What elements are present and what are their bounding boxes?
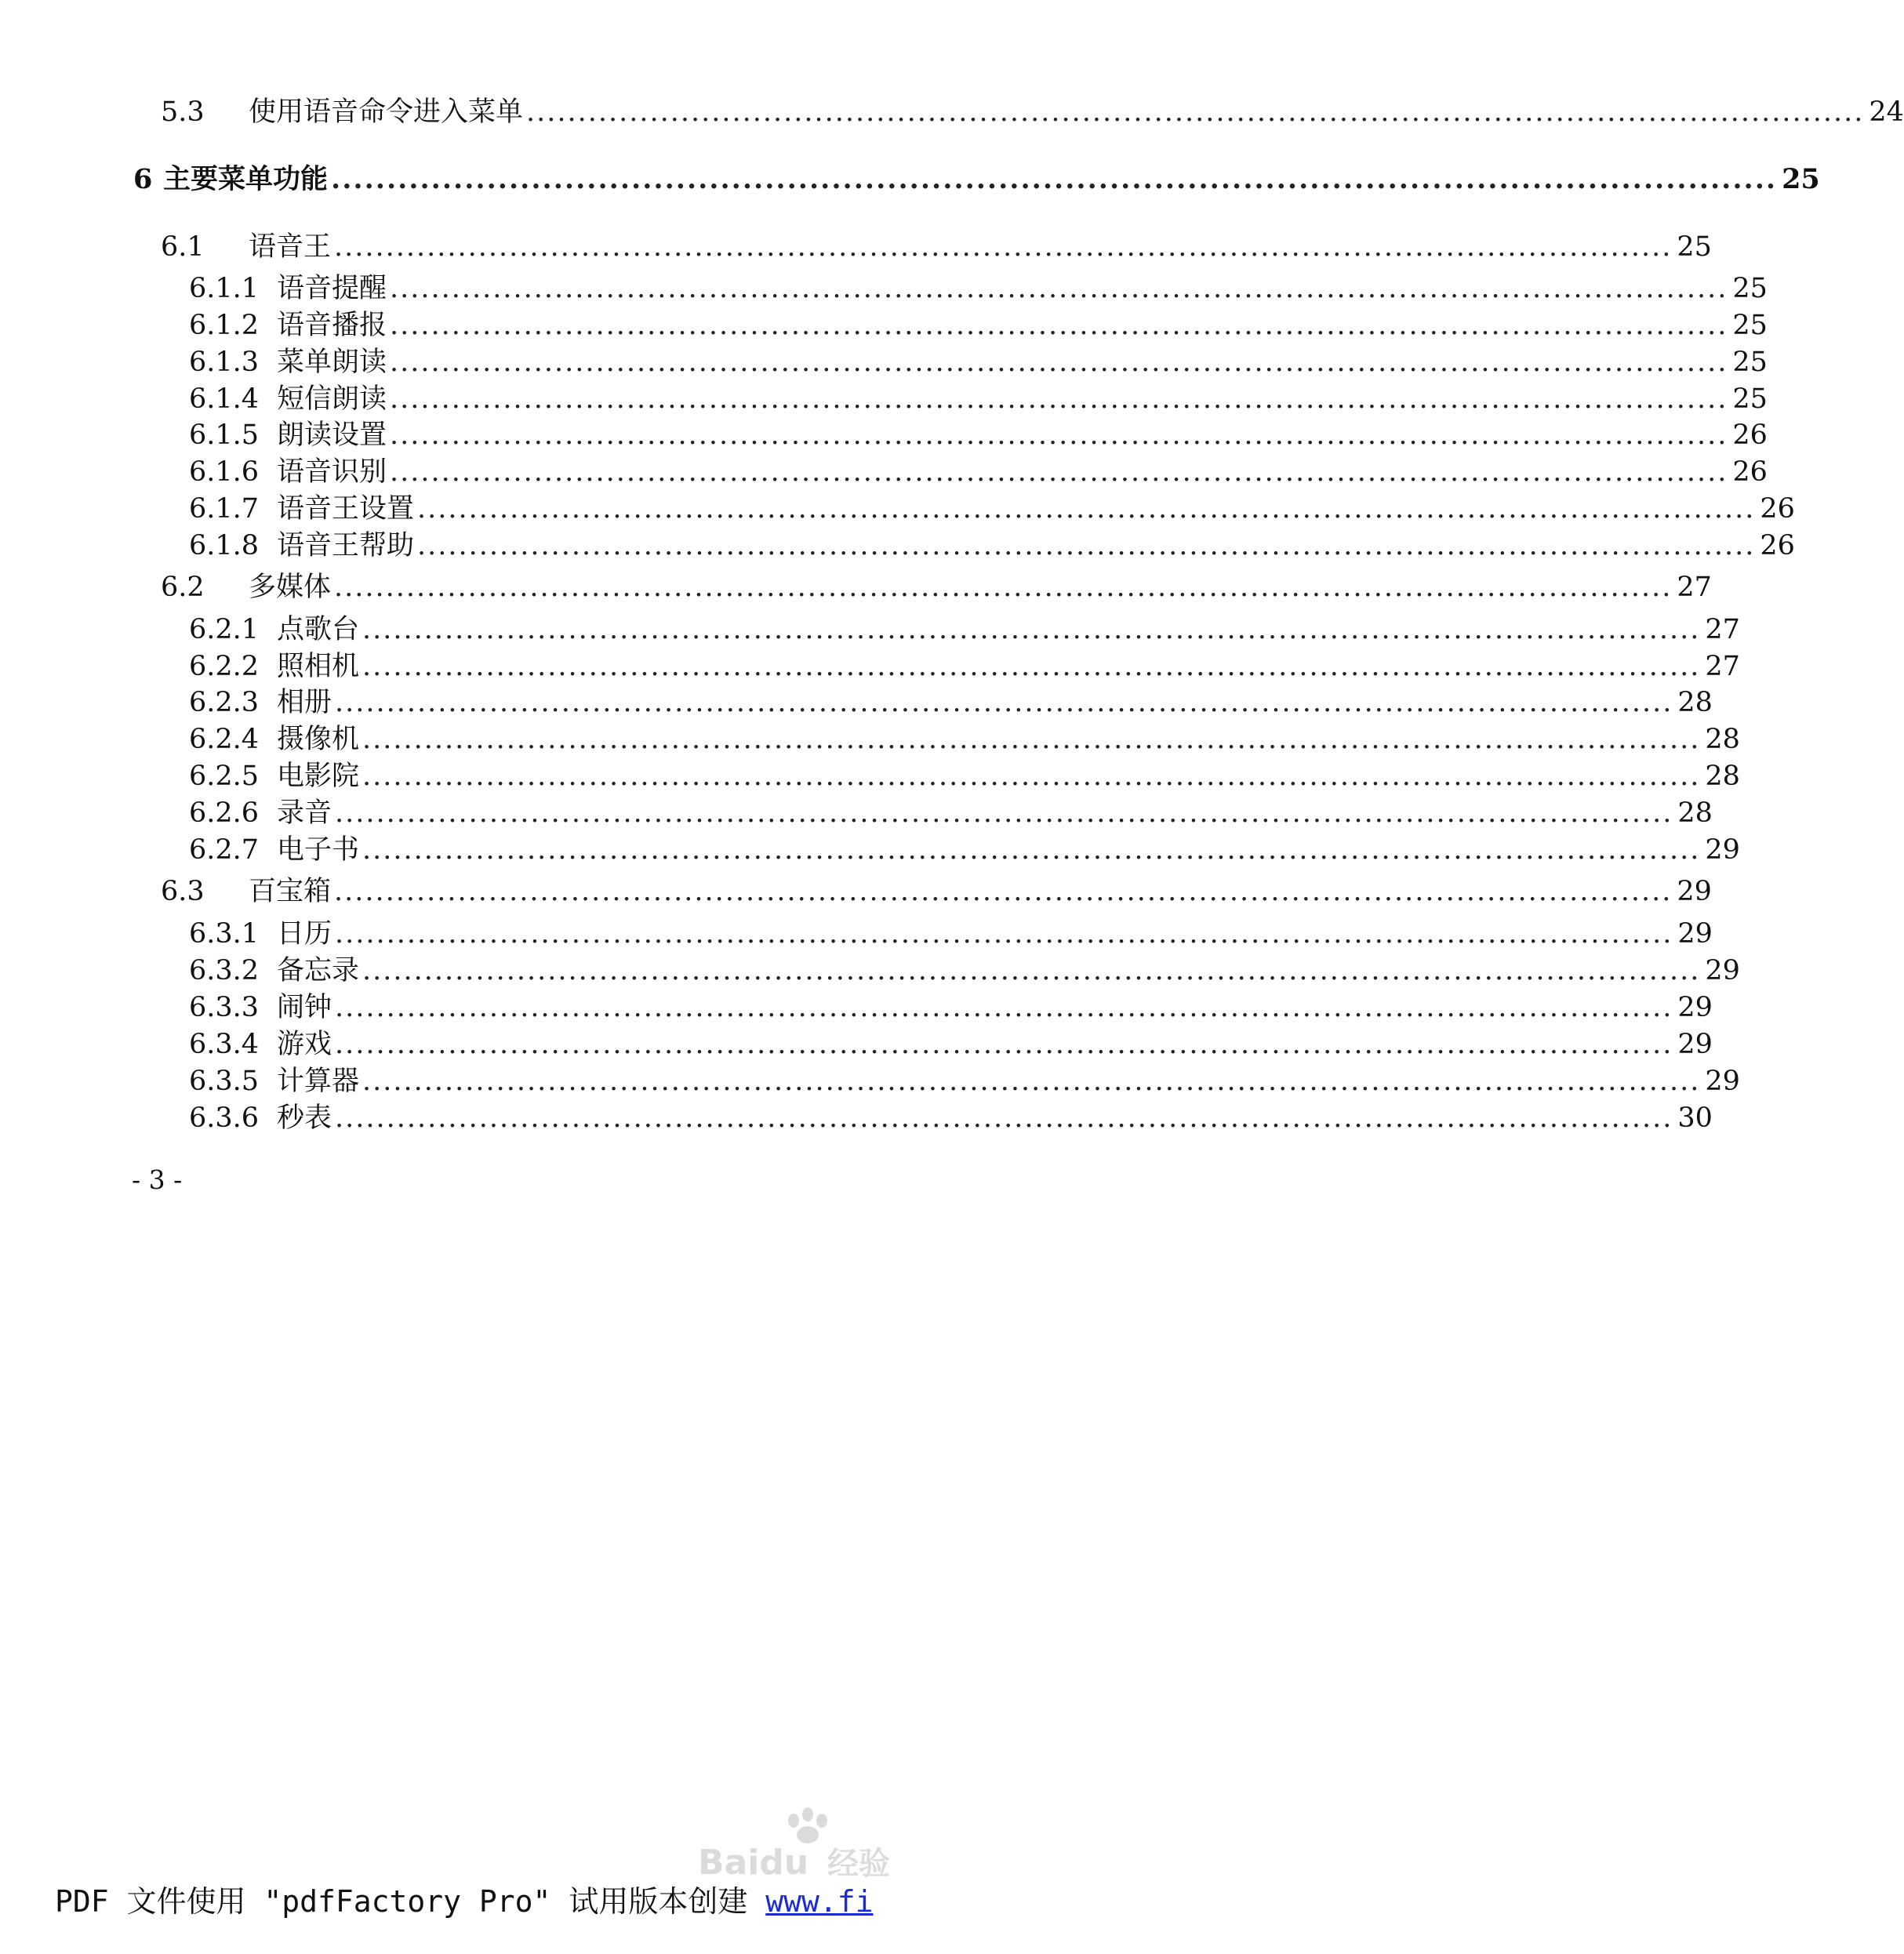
toc-page: 29 [1677, 918, 1713, 950]
toc-page: 26 [1760, 530, 1795, 561]
dot-leader: .................................................................................................................................. [390, 456, 1728, 488]
toc-number: 6.3.6 [189, 1102, 260, 1134]
toc-page: 24 [1869, 96, 1904, 128]
toc-title: 多媒体 [249, 572, 332, 603]
toc-title: 录音 [277, 797, 332, 829]
toc-page: 28 [1677, 797, 1713, 829]
toc-title: 语音王设置 [277, 493, 415, 525]
toc-title: 游戏 [277, 1029, 332, 1060]
toc-number: 6.1.8 [189, 530, 260, 561]
toc-page: 25 [1782, 163, 1820, 195]
dot-leader: .................................................................................................................................. [390, 347, 1728, 378]
toc-entry-6-3-6[interactable] [189, 1101, 1713, 1135]
toc-number: 6.1.2 [189, 310, 260, 341]
toc-title: 语音播报 [277, 310, 387, 341]
toc-entry-6-2-5[interactable] [189, 759, 1740, 794]
toc-number: 6.1 [161, 231, 205, 263]
toc-title: 备忘录 [277, 955, 360, 986]
toc-number: 6.3.1 [189, 918, 260, 950]
toc-title: 主要菜单功能 [163, 163, 329, 195]
toc-title: 秒表 [277, 1102, 332, 1134]
baidu-jingyan-watermark [690, 1803, 925, 1882]
toc-entry-6-3-3[interactable] [189, 990, 1713, 1025]
toc-title: 语音识别 [277, 456, 387, 488]
logo-subtext: 经验 [827, 1846, 890, 1882]
toc-entry-6-3-2[interactable] [189, 953, 1740, 988]
dot-leader: .................................................................................................................................. [335, 1102, 1673, 1134]
dot-leader: .................................................................................................................................. [331, 163, 1778, 195]
footer-link[interactable]: www.fi [765, 1884, 874, 1919]
toc-title: 语音王帮助 [277, 530, 415, 561]
dot-leader: .................................................................................................................................. [362, 614, 1701, 645]
toc-number: 6.2 [161, 572, 205, 603]
dot-leader: .................................................................................................................................. [362, 724, 1701, 755]
toc-entry-6-2-3[interactable] [189, 685, 1713, 720]
toc-page: 29 [1705, 1066, 1740, 1097]
toc-page: 25 [1732, 347, 1768, 378]
toc-number: 6 [133, 163, 153, 195]
dot-leader: .................................................................................................................................. [390, 419, 1728, 451]
dot-leader: .................................................................................................................................. [417, 530, 1756, 561]
toc-entry-6-3-4[interactable] [189, 1027, 1713, 1062]
toc-number: 6.1.6 [189, 456, 260, 488]
dot-leader: .................................................................................................................................. [362, 955, 1701, 986]
toc-page: 29 [1677, 876, 1712, 907]
dot-leader: .................................................................................................................................. [390, 310, 1728, 341]
toc-number: 6.2.1 [189, 614, 260, 645]
toc-page: 27 [1705, 614, 1740, 645]
toc-page: 27 [1705, 651, 1740, 682]
dot-leader: .................................................................................................................................. [335, 797, 1673, 829]
toc-entry-6-2-7[interactable] [189, 833, 1740, 867]
toc-title: 闹钟 [277, 992, 332, 1023]
toc-entry-5-3[interactable] [161, 95, 1904, 129]
toc-page: 28 [1705, 761, 1740, 792]
toc-entry-6-1-1[interactable] [189, 271, 1768, 306]
toc-page: 25 [1732, 273, 1768, 304]
toc-title: 短信朗读 [277, 383, 387, 415]
toc-page: 29 [1705, 834, 1740, 866]
dot-leader: .................................................................................................................................. [417, 493, 1756, 525]
dot-leader: .................................................................................................................................. [362, 1066, 1701, 1097]
toc-page: 25 [1677, 231, 1712, 263]
toc-page: 29 [1705, 955, 1740, 986]
page-number: - 3 - [132, 1164, 183, 1195]
toc-entry-6-2-6[interactable] [189, 796, 1713, 830]
toc-page: 26 [1760, 493, 1795, 525]
dot-leader: .................................................................................................................................. [334, 876, 1673, 907]
toc-number: 6.1.7 [189, 493, 260, 525]
toc-title: 语音王 [249, 231, 332, 263]
toc-number: 6.1.5 [189, 419, 260, 451]
dot-leader: .................................................................................................................................. [362, 761, 1701, 792]
dot-leader: .................................................................................................................................. [390, 383, 1728, 415]
toc-page: 28 [1677, 687, 1713, 718]
toc-title: 电影院 [277, 761, 360, 792]
toc-page: 30 [1677, 1102, 1713, 1134]
paw-logo-icon [690, 1803, 925, 1882]
toc-title: 使用语音命令进入菜单 [249, 96, 524, 128]
toc-entry-6-3-1[interactable] [189, 917, 1713, 951]
toc-entry-6-1-5[interactable] [189, 418, 1768, 452]
toc-page: 25 [1732, 383, 1768, 415]
toc-number: 5.3 [161, 96, 205, 128]
toc-number: 6.3.5 [189, 1066, 260, 1097]
toc-number: 6.1.1 [189, 273, 260, 304]
logo-text: Baidu [698, 1843, 809, 1883]
toc-number: 6.3.4 [189, 1029, 260, 1060]
toc-entry-6-1-6[interactable] [189, 455, 1768, 489]
toc-number: 6.2.3 [189, 687, 260, 718]
toc-number: 6.2.4 [189, 724, 260, 755]
dot-leader: .................................................................................................................................. [362, 651, 1701, 682]
toc-page: 26 [1732, 419, 1768, 451]
toc-title: 朗读设置 [277, 419, 387, 451]
toc-entry-6-1-4[interactable] [189, 382, 1768, 416]
toc-number: 6.2.6 [189, 797, 260, 829]
dot-leader: .................................................................................................................................. [335, 687, 1673, 718]
toc-page: 29 [1677, 992, 1713, 1023]
toc-page: 26 [1732, 456, 1768, 488]
toc-entry-6-3[interactable] [161, 874, 1712, 909]
dot-leader: .................................................................................................................................. [362, 834, 1701, 866]
dot-leader: .................................................................................................................................. [334, 231, 1673, 263]
toc-entry-6-2-1[interactable] [189, 612, 1740, 647]
toc-number: 6.2.7 [189, 834, 260, 866]
toc-title: 百宝箱 [249, 876, 332, 907]
toc-number: 6.1.4 [189, 383, 260, 415]
dot-leader: .................................................................................................................................. [390, 273, 1728, 304]
footer-text: PDF 文件使用 "pdfFactory Pro" 试用版本创建 [55, 1884, 766, 1919]
pdf-footer [55, 1882, 976, 1921]
toc-entry-6-2-4[interactable] [189, 722, 1740, 757]
toc-entry-6-2-2[interactable] [189, 649, 1740, 684]
toc-title: 点歌台 [277, 614, 360, 645]
toc-number: 6.2.5 [189, 761, 260, 792]
toc-entry-6-2[interactable] [161, 570, 1712, 605]
toc-entry-6-1-3[interactable] [189, 345, 1768, 380]
toc-entry-6-1-8[interactable] [189, 528, 1795, 563]
dot-leader: .................................................................................................................................. [335, 992, 1673, 1023]
toc-title: 照相机 [277, 651, 360, 682]
toc-title: 语音提醒 [277, 273, 387, 304]
toc-entry-6-3-5[interactable] [189, 1064, 1740, 1099]
toc-title: 日历 [277, 918, 332, 950]
toc-number: 6.2.2 [189, 651, 260, 682]
toc-number: 6.3.3 [189, 992, 260, 1023]
toc-number: 6.3.2 [189, 955, 260, 986]
toc-page: 28 [1705, 724, 1740, 755]
toc-title: 摄像机 [277, 724, 360, 755]
toc-entry-chapter-6[interactable] [133, 162, 1820, 197]
toc-page: 25 [1732, 310, 1768, 341]
toc-title: 电子书 [277, 834, 360, 866]
dot-leader: .................................................................................................................................. [334, 572, 1673, 603]
toc-title: 相册 [277, 687, 332, 718]
toc-entry-6-1-7[interactable] [189, 492, 1795, 526]
toc-page: 29 [1677, 1029, 1713, 1060]
toc-entry-6-1[interactable] [161, 230, 1712, 264]
toc-entry-6-1-2[interactable] [189, 308, 1768, 343]
toc-title: 计算器 [277, 1066, 360, 1097]
dot-leader: .................................................................................................................................. [526, 96, 1865, 128]
dot-leader: .................................................................................................................................. [335, 1029, 1673, 1060]
toc-number: 6.1.3 [189, 347, 260, 378]
toc-page: 27 [1677, 572, 1712, 603]
toc-title: 菜单朗读 [277, 347, 387, 378]
dot-leader: .................................................................................................................................. [335, 918, 1673, 950]
toc-number: 6.3 [161, 876, 205, 907]
